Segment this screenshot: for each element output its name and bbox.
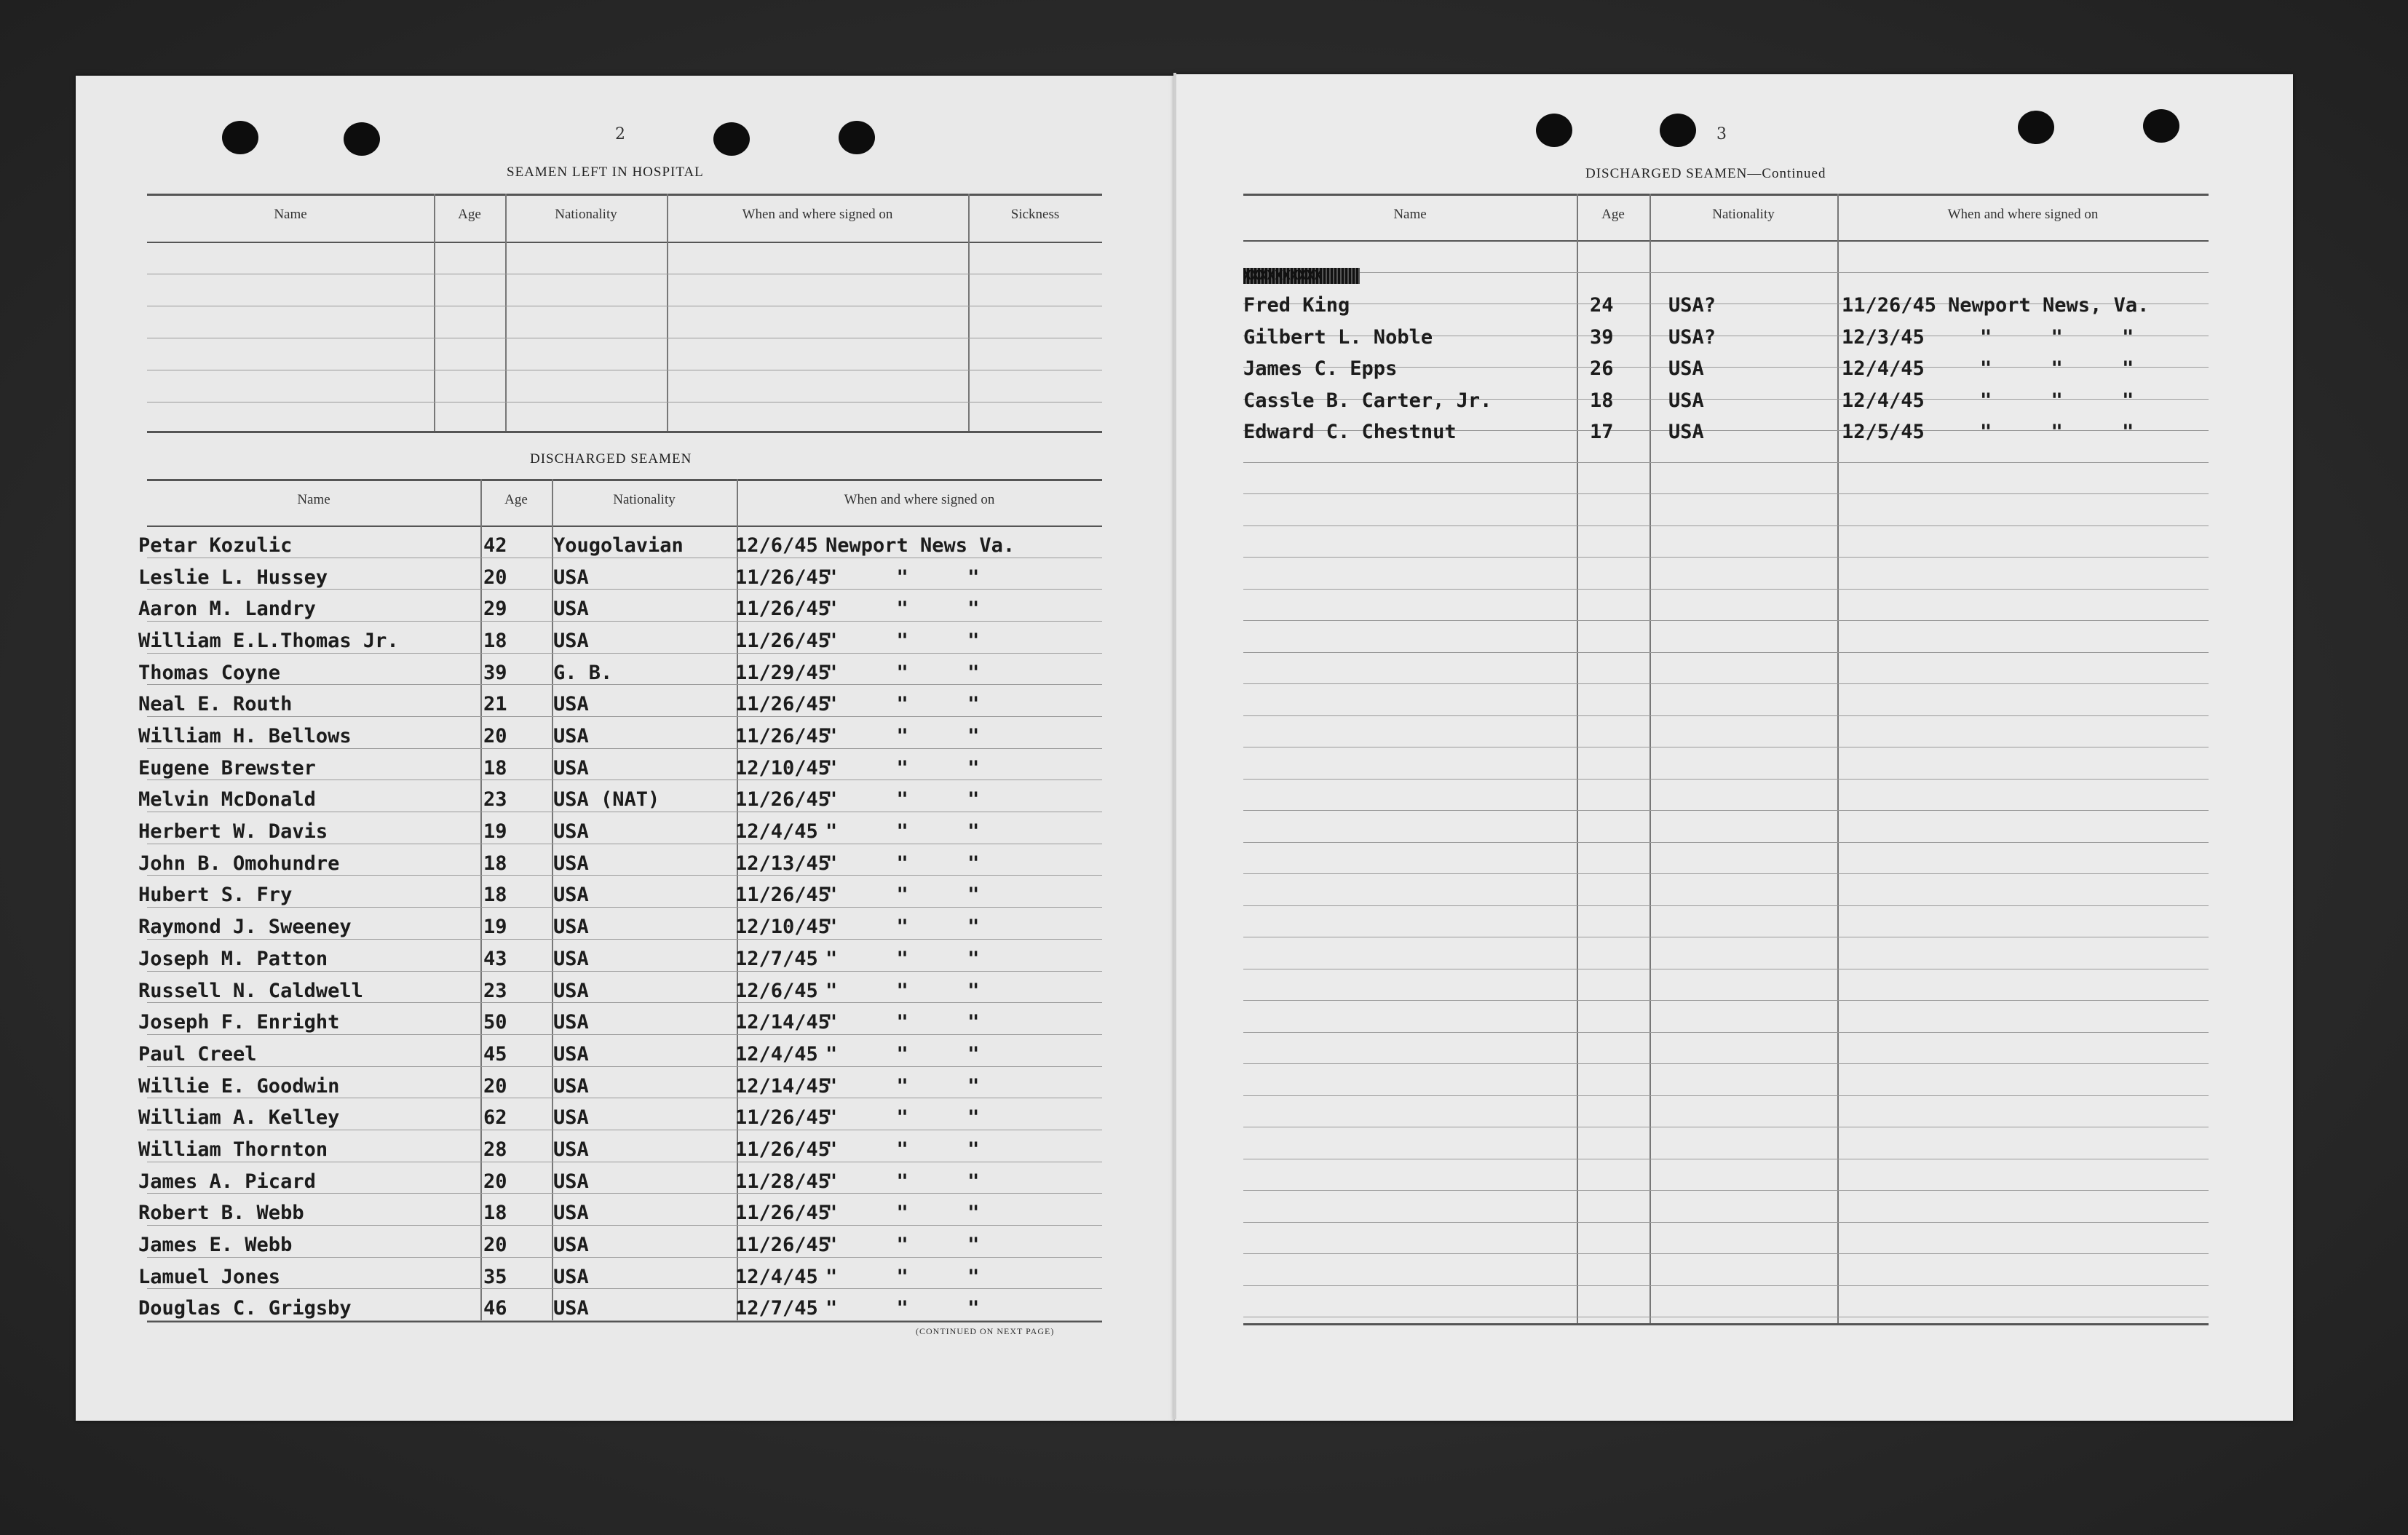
signed-on-place: " " " [825,1202,980,1225]
seaman-name: Gilbert L. Noble [1243,325,1433,349]
punch-hole [839,121,875,154]
signed-on-place: " " " [825,979,980,1002]
signed-on-place: " " " [825,820,980,844]
seaman-name: Leslie L. Hussey [138,566,328,589]
seaman-nationality: Yougolavian [553,534,684,557]
seaman-name: Joseph F. Enright [138,1011,340,1034]
header-rule [147,525,1102,527]
seaman-age: 42 [483,534,507,557]
seaman-nationality: USA? [1668,325,1716,349]
signed-on-date: 12/14/45 [735,1074,831,1098]
seaman-age: 35 [483,1265,507,1288]
punch-hole [344,122,380,156]
page-number: 3 [1716,125,1727,143]
seaman-age: 18 [483,852,507,875]
seaman-nationality: USA [553,1265,589,1288]
seaman-age: 19 [483,820,507,844]
column-divider [434,194,435,431]
seaman-age: 18 [483,884,507,907]
seaman-nationality: USA [553,1106,589,1130]
seaman-name: Raymond J. Sweeney [138,916,352,939]
row-line [1243,493,2209,494]
column-divider [1577,194,1578,1323]
signed-on-date: 11/26/45 [735,598,831,621]
discharged-section-title: DISCHARGED SEAMEN [530,451,692,467]
seaman-nationality: USA [553,979,589,1002]
seaman-name: William Thornton [138,1138,328,1161]
signed-on-date: 11/26/45 [735,1202,831,1225]
column-header: Name [1393,207,1427,222]
row-line [147,1193,1102,1194]
row-line [1243,1253,2209,1254]
seaman-nationality: USA (NAT) [553,788,660,812]
seaman-age: 28 [483,1138,507,1161]
seaman-nationality: USA [553,1170,589,1193]
row-line [1243,1095,2209,1096]
seaman-name: William E.L.Thomas Jr. [138,630,399,653]
table-bottom-rule [147,431,1102,433]
seaman-name: James C. Epps [1243,357,1398,380]
signed-on-place: " " " [825,1170,980,1193]
column-header: Age [504,492,528,507]
row-line [1243,620,2209,621]
signed-on-place: " " " [825,725,980,748]
seaman-nationality: USA [553,1042,589,1066]
column-header: Name [274,207,307,222]
row-line [147,684,1102,685]
row-line [147,939,1102,940]
row-line [147,653,1102,654]
signed-on-date: 11/26/45 [735,884,831,907]
seaman-age: 18 [1590,389,1614,412]
row-line [147,621,1102,622]
signed-on-date: 11/26/45 [735,725,831,748]
seaman-age: 39 [1590,325,1614,349]
seaman-nationality: USA [553,1297,589,1320]
row-line [147,1320,1102,1321]
column-divider [480,479,482,1320]
row-line [1243,715,2209,716]
row-line [1243,462,2209,463]
signed-on-place: " " " [825,1265,980,1288]
seaman-nationality: USA [553,1202,589,1225]
signed-on-place: " " " [825,1011,980,1034]
column-divider [667,194,668,431]
column-header: Nationality [1712,207,1775,222]
discharged-continued-title: DISCHARGED SEAMEN—Continued [1585,166,1826,181]
signed-on-date: 12/13/45 [735,852,831,875]
seaman-age: 21 [483,693,507,716]
row-line [1243,1032,2209,1033]
page-number: 2 [615,125,625,143]
column-header: Nationality [613,492,676,507]
column-header: Sickness [1010,207,1060,222]
row-line [147,1288,1102,1289]
signed-on-place: Newport News, Va. [1948,294,2150,317]
seaman-age: 20 [483,566,507,589]
row-line [147,907,1102,908]
signed-on-date: 12/7/45 [735,947,818,970]
signed-on-place: " " " [825,1138,980,1161]
seaman-name: Russell N. Caldwell [138,979,363,1002]
column-divider [1649,194,1651,1323]
signed-on-place: " " " [825,598,980,621]
header-rule [147,242,1102,243]
row-line [147,1034,1102,1035]
seaman-age: 20 [483,1233,507,1256]
seaman-nationality: USA [1668,357,1704,380]
seaman-nationality: USA [1668,389,1704,412]
header-rule [1243,240,2209,242]
row-line [147,1066,1102,1067]
seaman-age: 20 [483,725,507,748]
seaman-name: James A. Picard [138,1170,316,1193]
row-line [1243,589,2209,590]
continued-note: (CONTINUED ON NEXT PAGE) [916,1326,1055,1336]
seaman-nationality: USA [1668,421,1704,443]
seaman-age: 46 [483,1297,507,1320]
row-line [1243,683,2209,684]
row-line [147,748,1102,749]
seaman-name: Paul Creel [138,1042,257,1066]
seaman-age: 19 [483,916,507,939]
column-divider [1837,194,1839,1323]
row-line [1243,905,2209,906]
punch-hole [2143,109,2179,143]
row-line [1243,873,2209,874]
seaman-nationality: USA [553,884,589,907]
seaman-age: 18 [483,1202,507,1225]
punch-hole [222,121,258,154]
signed-on-date: 12/10/45 [735,916,831,939]
hospital-section-title: SEAMEN LEFT IN HOSPITAL [507,164,704,180]
column-header: Age [1601,207,1625,222]
row-line [147,1002,1102,1003]
signed-on-date: 11/29/45 [735,661,831,684]
seaman-age: 23 [483,788,507,812]
row-line [147,716,1102,717]
seaman-age: 17 [1590,421,1614,443]
row-line [1243,652,2209,653]
page-fold [1173,73,1176,1419]
column-header: Nationality [555,207,617,222]
signed-on-place: " " " [825,693,980,716]
row-line [1243,272,2209,273]
seaman-age: 45 [483,1042,507,1066]
seaman-name: Douglas C. Grigsby [138,1297,352,1320]
signed-on-place: " " " [825,1042,980,1066]
seaman-name: Aaron M. Landry [138,598,316,621]
seaman-name: Petar Kozulic [138,534,293,557]
row-line [1243,557,2209,558]
seaman-nationality: USA [553,1074,589,1098]
seaman-nationality: USA [553,852,589,875]
seaman-name: Willie E. Goodwin [138,1074,340,1098]
column-divider [968,194,970,431]
redacted-entry: XXXXXXXXXX [1243,268,1360,284]
row-line [147,971,1102,972]
seaman-nationality: USA [553,693,589,716]
signed-on-place: " " " [825,661,980,684]
row-line [147,589,1102,590]
signed-on-place: " " " [825,884,980,907]
seaman-nationality: G. B. [553,661,613,684]
seaman-name: William A. Kelley [138,1106,340,1130]
punch-hole [2018,111,2054,144]
signed-on-date: 11/26/45 [735,566,831,589]
seaman-age: 23 [483,979,507,1002]
seaman-name: James E. Webb [138,1233,293,1256]
signed-on-date: 12/6/45 [735,979,818,1002]
signed-on-place: " " " [825,947,980,970]
seaman-name: Eugene Brewster [138,756,316,780]
seaman-nationality: USA [553,820,589,844]
column-header: When and where signed on [844,492,995,507]
signed-on-place: " " " [825,788,980,812]
column-divider [505,194,507,431]
signed-on-date: 11/26/45 [735,1138,831,1161]
signed-on-place: " " " [825,1233,980,1256]
seaman-name: Robert B. Webb [138,1202,304,1225]
row-line [1243,1000,2209,1001]
row-line [1243,779,2209,780]
seaman-nationality: USA [553,947,589,970]
signed-on-date: 12/3/45 [1842,325,1925,349]
seaman-age: 29 [483,598,507,621]
row-line [1243,1285,2209,1286]
table-bottom-rule [1243,1323,2209,1325]
seaman-name: Edward C. Chestnut [1243,421,1457,443]
seaman-nationality: USA [553,725,589,748]
seaman-name: Lamuel Jones [138,1265,281,1288]
signed-on-date: 11/26/45 [735,788,831,812]
signed-on-date: 11/26/45 [735,1106,831,1130]
seaman-nationality: USA [553,756,589,780]
signed-on-place: " " " [825,852,980,875]
seaman-age: 20 [483,1074,507,1098]
seaman-name: Herbert W. Davis [138,820,328,844]
seaman-age: 18 [483,756,507,780]
seaman-name: Thomas Coyne [138,661,281,684]
seaman-name: Joseph M. Patton [138,947,328,970]
signed-on-date: 12/5/45 [1842,421,1925,443]
table-top-rule [147,194,1102,196]
signed-on-place: " " " [825,566,980,589]
signed-on-place: " " " [825,1074,980,1098]
row-line [1243,1190,2209,1191]
seaman-age: 24 [1590,294,1614,317]
seaman-name: William H. Bellows [138,725,352,748]
signed-on-date: 12/6/45 [735,534,818,557]
signed-on-place: " " " [1980,325,2134,349]
seaman-nationality: USA [553,598,589,621]
seaman-age: 20 [483,1170,507,1193]
seaman-nationality: USA [553,1138,589,1161]
row-line [1243,525,2209,526]
row-line [1243,1222,2209,1223]
seaman-name: Hubert S. Fry [138,884,293,907]
punch-hole [1536,114,1572,147]
seaman-age: 18 [483,630,507,653]
punch-hole [1660,114,1696,147]
seaman-nationality: USA [553,1233,589,1256]
signed-on-place: " " " [1980,421,2134,443]
seaman-age: 62 [483,1106,507,1130]
seaman-nationality: USA [553,916,589,939]
seaman-nationality: USA [553,1011,589,1034]
seaman-age: 39 [483,661,507,684]
row-line [147,1257,1102,1258]
punch-hole [713,122,750,156]
signed-on-place: Newport News Va. [825,534,1015,557]
seaman-name: Neal E. Routh [138,693,293,716]
signed-on-place: " " " [825,916,980,939]
signed-on-date: 12/4/45 [735,1042,818,1066]
column-header: When and where signed on [1947,207,2099,222]
signed-on-date: 11/26/45 [1842,294,1937,317]
seaman-nationality: USA [553,630,589,653]
seaman-age: 43 [483,947,507,970]
row-line [147,1225,1102,1226]
column-header: Age [458,207,481,222]
seaman-name: Melvin McDonald [138,788,316,812]
signed-on-date: 11/26/45 [735,630,831,653]
row-line [1243,1063,2209,1064]
signed-on-place: " " " [1980,389,2134,412]
signed-on-place: " " " [825,1106,980,1130]
row-line [1243,810,2209,811]
signed-on-date: 12/10/45 [735,756,831,780]
signed-on-date: 12/4/45 [735,820,818,844]
signed-on-date: 12/4/45 [1842,357,1925,380]
signed-on-place: " " " [825,630,980,653]
signed-on-date: 11/28/45 [735,1170,831,1193]
row-line [1243,842,2209,843]
signed-on-date: 12/14/45 [735,1011,831,1034]
table-top-rule [1243,194,2209,196]
signed-on-date: 12/4/45 [1842,389,1925,412]
seaman-name: John B. Omohundre [138,852,340,875]
seaman-age: 26 [1590,357,1614,380]
seaman-name: Cassle B. Carter, Jr. [1243,389,1492,412]
seaman-nationality: USA? [1668,294,1716,317]
seaman-nationality: USA [553,566,589,589]
signed-on-date: 11/26/45 [735,1233,831,1256]
signed-on-place: " " " [825,1297,980,1320]
column-header: When and where signed on [742,207,893,222]
column-header: Name [297,492,330,507]
signed-on-date: 12/7/45 [735,1297,818,1320]
signed-on-place: " " " [825,756,980,780]
signed-on-date: 11/26/45 [735,693,831,716]
signed-on-place: " " " [1980,357,2134,380]
seaman-age: 50 [483,1011,507,1034]
row-line [147,875,1102,876]
table-top-rule [147,479,1102,481]
signed-on-date: 12/4/45 [735,1265,818,1288]
seaman-name: Fred King [1243,294,1350,317]
